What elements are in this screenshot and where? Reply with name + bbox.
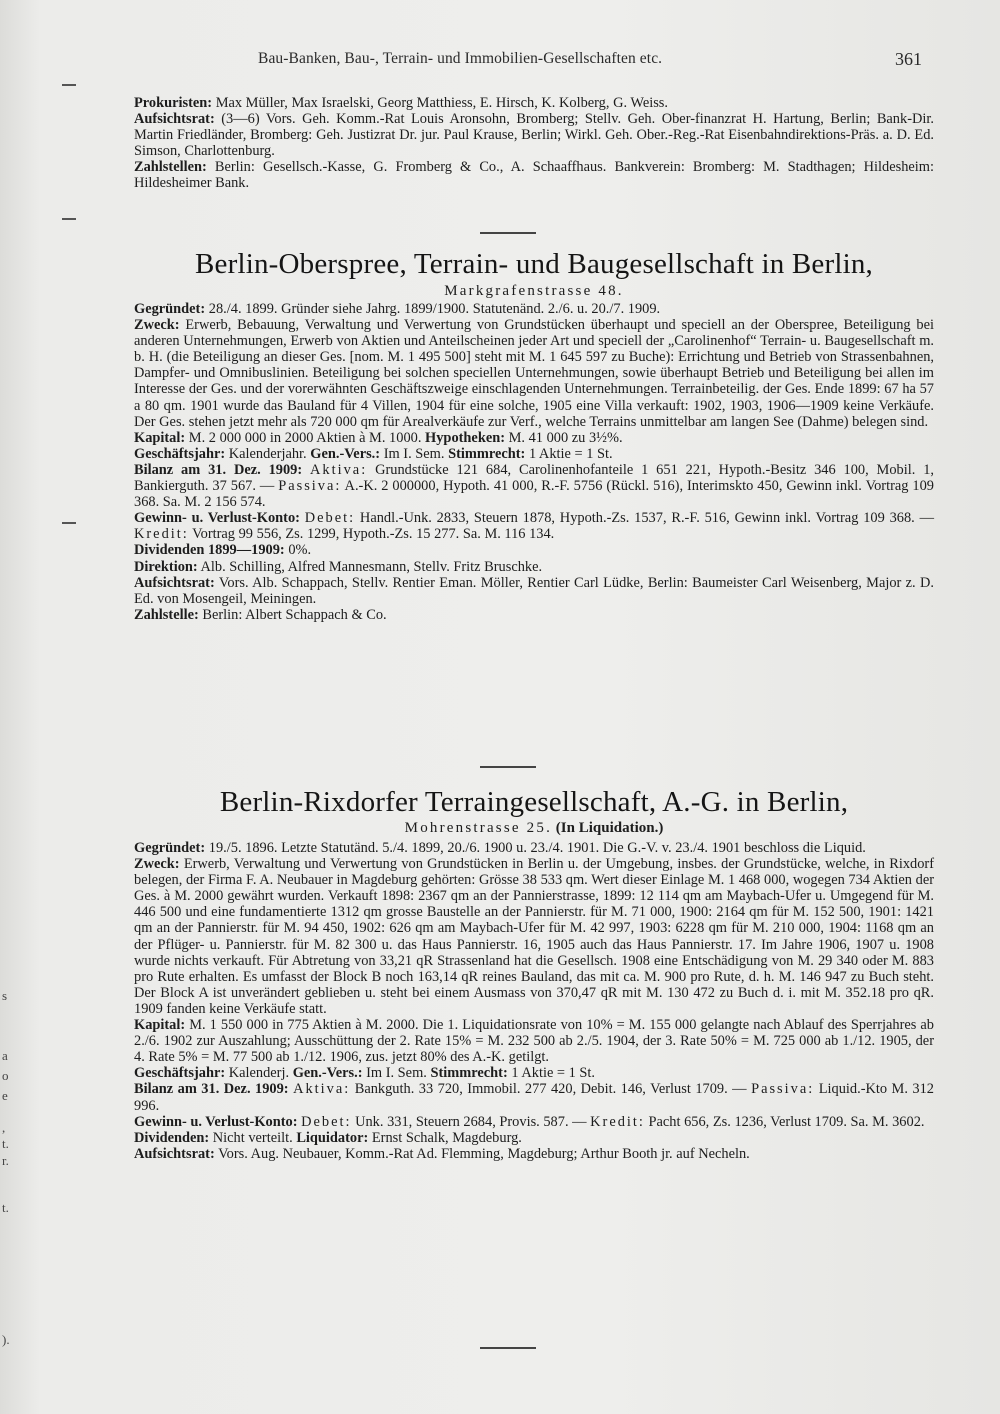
aufsichtsrat-label: Aufsichtsrat:: [134, 1145, 215, 1162]
genvers-label: Gen.-Vers.:: [292, 1065, 363, 1082]
liquidator-label: Liquidator:: [296, 1129, 369, 1146]
bilanz-entry: [134, 462, 934, 510]
zweck-entry: [134, 856, 934, 1017]
aufsichtsrat-label: Aufsichtsrat:: [134, 111, 215, 128]
hypotheken-value: M. 41 000 zu 3½%.: [508, 429, 623, 446]
gutter-glyph: s: [2, 988, 8, 1003]
gutter-glyph: ,: [2, 1120, 6, 1135]
kapital-label: Kapital:: [134, 429, 186, 446]
genvers-value: Im I. Sem.: [366, 1065, 427, 1082]
dividenden-label: Dividenden 1899—1909:: [134, 542, 285, 559]
genvers-value: Im I. Sem.: [383, 445, 445, 462]
aufsichtsrat-label: Aufsichtsrat:: [134, 574, 215, 591]
kapital-value: M. 1 550 000 in 775 Aktien à M. 2000. Die 1. Liquidationsrate von 10% = M. 155 000 gelangte nach Ablauf des Sperrjahres ab 2./6. 1902 zur Auszahlung; Ausschüttung der 2. Rate 15% = M. 232 500 ab 2./5. 1904, der 3. Rate 50% = M. 725 000 ab 1./12. 1905, der 4. Rate 5% = M. 77 500 ab 1./12. 1906, zus. jetzt 80% des A.-K. getilgt.: [134, 1017, 934, 1066]
aktiva-value: Grundstücke 121 684, Carolinenhofanteile 1 651 221, Hypoth.-Besitz 346 100, Mobil. 1, Bankierguth. 37 567. —: [134, 461, 934, 495]
aktiva-label: Aktiva:: [310, 461, 368, 478]
stimmrecht-value: 1 Aktie = 1 St.: [528, 445, 613, 462]
debet-value: Unk. 331, Steuern 2684, Provis. 587. —: [355, 1113, 587, 1130]
gutter-mark: [62, 218, 76, 220]
zahlstelle-label: Zahlstelle:: [134, 606, 199, 623]
zweck-entry: [134, 317, 934, 430]
dividenden-label: Dividenden:: [134, 1129, 210, 1146]
guv-label: Gewinn- u. Verlust-Konto:: [134, 510, 300, 527]
company2-body: [134, 840, 934, 1162]
gutter-mark: [62, 84, 76, 86]
bilanz-label: Bilanz am 31. Dez. 1909:: [134, 1081, 289, 1098]
company-address: [134, 283, 934, 300]
kredit-value: Vortrag 99 556, Zs. 1299, Hypoth.-Zs. 15 277. Sa. M. 116 134.: [192, 526, 555, 543]
geschaeftsjahr-label: Geschäftsjahr:: [134, 1065, 226, 1082]
zweck-value: Erwerb, Bebauung, Verwaltung und Verwertung von Grundstücken überhaupt und speciell an der Oberspree, Beteiligung bei anderen Unternehmungen, Erwerb von Aktien und Anteilscheinen jeder Art und speciell der „Carolinenhof“ Terrain- u. Baugesellschaft m. b. H. (die Beteiligung an dieser Ges. [nom. M. 1 495 500] steht mit M. 1 645 597 zu Buche): Errichtung und Betrieb von Strassenbahnen, Dampfer- und Omnibuslinien. Beteiligung bei solchen speciellen Unternehmungen, sowie überhaupt Betrieb und Beteiligung bei allen im Interesse der Ges. und der vorerwähnten Geschäftszweige einschlagenden Unternehmungen. Terrainbeteilig. der Ges. Ende 1899: 67 ha 57 a 80 qm. 1901 wurde das Bauland für 4 Villen, 1904 für eine solche, 1905 eine Villa verkauft: 1902, 1903, 1906—1909 keine Verkäufe. Der Ges. stehen jetzt mehr als 720 000 qm für Arealverkäufe zur Verf., welche Terrains unmittelbar am langen See (Dahme) belegen sind.: [134, 317, 934, 430]
direktion-value: Alb. Schilling, Alfred Mannesmann, Stellv. Fritz Bruschke.: [200, 558, 543, 575]
geschaeftsjahr-entry: [134, 446, 934, 462]
zahlstellen-entry: [134, 159, 934, 191]
aufsichtsrat-entry: [134, 111, 934, 159]
company-title: Berlin-Rixdorfer Terraingesellschaft, A.-G. in Berlin,: [219, 786, 849, 818]
zahlstellen-label: Zahlstellen:: [134, 159, 207, 176]
geschaeftsjahr-value: Kalenderj.: [228, 1065, 290, 1082]
prokuristen-entry: [134, 95, 934, 111]
guv-entry: [134, 1114, 934, 1130]
liquidator-value: Ernst Schalk, Magdeburg.: [371, 1129, 522, 1146]
passiva-value: A.-K. 2 000000, Hypoth. 41 000, R.-F. 5756 (Rückl. 516), Interimskto 450, Gewinn inkl. Vortrag 109 368. Sa. M. 2 156 574.: [134, 478, 934, 511]
company-title: Berlin-Oberspree, Terrain- und Baugesellschaft in Berlin,: [194, 248, 874, 280]
aufsichtsrat-value: Vors. Alb. Schappach, Stellv. Rentier Eman. Möller, Rentier Carl Lüdke, Berlin: Baumeister Carl Weisenberg, Major z. D. Ed. von Mosengeil, Meiningen.: [134, 574, 934, 607]
hypotheken-label: Hypotheken:: [425, 429, 506, 446]
debet-label: Debet:: [304, 510, 356, 527]
kapital-entry: [134, 430, 934, 446]
gegruendet-entry: [134, 840, 934, 856]
gutter-glyph: t.: [2, 1136, 9, 1151]
zweck-label: Zweck:: [134, 317, 180, 334]
kapital-entry: [134, 1017, 934, 1065]
direktion-entry: [134, 559, 934, 575]
zahlstelle-value: Berlin: Albert Schappach & Co.: [202, 606, 387, 623]
gegruendet-label: Gegründet:: [134, 301, 206, 317]
kapital-value: M. 2 000 000 in 2000 Aktien à M. 1000.: [188, 429, 422, 446]
bilanz-entry: [134, 1081, 934, 1113]
passiva-label: Passiva:: [751, 1081, 815, 1098]
passiva-value: Liquid.-Kto M. 312 996.: [134, 1081, 934, 1114]
address-text: Markgrafenstrasse 48.: [444, 283, 624, 299]
zweck-value: Erwerb, Verwaltung und Verwertung von Grundstücken in Berlin u. der Umgebung, insbes. der Grundstücke, welche, in Rixdorf belegen, der Firma F. A. Neubauer in Magdeburg gehörten: Grösse 38 533 qm. Wert dieser Einlage M. 1 468 000, wogegen 734 Aktien der Ges. à M. 2000 gewährt wurden. Verkauft 1898: 2367 qm an der Pannierstrasse, 1899: 12 114 qm am Maybach-Ufer u. Umgegend für M. 446 500 und eine fundamentierte 1312 qm grosse Baustelle an der Pannierstr. für M. 71 000, 1900: 2164 qm für M. 152 500, 1901: 1421 qm an der Pannierstr. für M. 94 450, 1902: 626 qm am Maybach-Ufer für M. 42 997, 1903: 6228 qm für M. 210 000, 1904: 1168 qm an der Pflüger- u. Pannierstr. für M. 82 300 u. das Haus Pannierstr. 16, 1905 auch das Haus Pannierstr. 17. Im Jahre 1906, 1907 u. 1908 wurde nichts verkauft. Für Abtretung von 33,21 qR Strassenland hat die Gesellsch. 1908 eine Entschädigung von M. 29 340 oder M. 883 pro Rute erhalten. Es umfasst der Block B noch 163,14 qR reines Bauland, das mit ca. M. 900 pro Rute, d. h. M. 146 947 zu Buch steht. Der Block A ist unverändert geblieben u. steht bei einem Ausmass von 370,47 qR mit M. 130 472 zu Buch d. i. mit M. 352.18 pro qR. 1909 fanden keine Verkäufe statt.: [134, 856, 934, 1017]
gutter-glyph: ).: [2, 1332, 10, 1347]
prev-company-section: [134, 95, 934, 192]
gegruendet-value: 28./4. 1899. Gründer siehe Jahrg. 1899/1900. Statutenänd. 2./6. u. 20./7. 1909.: [208, 301, 661, 317]
stimmrecht-value: 1 Aktie = 1 St.: [511, 1065, 596, 1082]
geschaeftsjahr-label: Geschäftsjahr:: [134, 445, 226, 462]
gutter-glyph: o: [2, 1068, 9, 1083]
company1-body: [134, 301, 934, 623]
aufsichtsrat-entry: [134, 1146, 934, 1162]
gegruendet-entry: [134, 301, 934, 317]
gutter-glyph: a: [2, 1048, 8, 1063]
guv-entry: [134, 510, 934, 542]
dividenden-value: 0%.: [288, 542, 312, 559]
dividenden-value: Nicht verteilt.: [212, 1129, 293, 1146]
passiva-label: Passiva:: [278, 478, 342, 495]
prokuristen-label: Prokuristen:: [134, 95, 213, 111]
aufsichtsrat-value: (3—6) Vors. Geh. Komm.-Rat Louis Aronsohn, Bromberg; Stellv. Geh. Ober-finanzrat H. Hartung, Berlin; Bank-Dir. Martin Friedländer, Bromberg: Geh. Justizrat Dr. jur. Paul Krause, Berlin; Wirkl. Geh. Ober.-Reg.-Rat Eisenbahndirektions-Präs. a. D. Ed. Simson, Charlottenburg.: [134, 111, 934, 160]
kapital-label: Kapital:: [134, 1017, 186, 1034]
gutter-mark: [62, 522, 76, 524]
aufsichtsrat-entry: [134, 575, 934, 607]
zahlstelle-entry: [134, 607, 934, 623]
geschaeftsjahr-entry: [134, 1065, 934, 1081]
geschaeftsjahr-value: Kalenderjahr.: [228, 445, 307, 462]
genvers-label: Gen.-Vers.:: [310, 445, 381, 462]
gegruendet-value: 19./5. 1896. Letzte Statutänd. 5./4. 1899, 20./6. 1900 u. 23./4. 1901. Die G.-V. v. 23./4. 1901 beschloss die Liquid.: [208, 840, 866, 856]
debet-label: Debet:: [301, 1113, 352, 1130]
dividenden-entry: [134, 1130, 934, 1146]
prokuristen-value: Max Müller, Max Israelski, Georg Matthiess, E. Hirsch, K. Kolberg, G. Weiss.: [215, 95, 669, 111]
page-number: 361: [895, 49, 922, 69]
gutter-glyph: r.: [2, 1153, 9, 1168]
zweck-label: Zweck:: [134, 856, 180, 873]
liquidation-status: (In Liquidation.): [555, 820, 664, 836]
kredit-value: Pacht 656, Zs. 1236, Verlust 1709. Sa. M. 3602.: [648, 1113, 925, 1130]
company-address: [134, 820, 934, 837]
direktion-label: Direktion:: [134, 558, 198, 575]
dividenden-entry: [134, 542, 934, 558]
debet-value: Handl.-Unk. 2833, Steuern 1878, Hypoth.-Zs. 1537, R.-F. 516, Gewinn inkl. Vortrag 109 368. —: [359, 510, 934, 527]
guv-label: Gewinn- u. Verlust-Konto:: [134, 1113, 298, 1130]
kredit-label: Kredit:: [590, 1113, 645, 1130]
stimmrecht-label: Stimmrecht:: [448, 445, 526, 462]
gutter-glyph: t.: [2, 1200, 9, 1215]
bilanz-label: Bilanz am 31. Dez. 1909:: [134, 461, 303, 478]
section-divider: [480, 766, 536, 768]
stimmrecht-label: Stimmrecht:: [430, 1065, 508, 1082]
section-divider: [480, 232, 536, 234]
section-divider: [480, 1347, 536, 1349]
address-text: Mohrenstrasse 25.: [404, 820, 553, 836]
kredit-label: Kredit:: [134, 526, 189, 543]
zahlstellen-value: Berlin: Gesellsch.-Kasse, G. Fromberg & Co., A. Schaaffhaus. Bankverein: Bromberg: M. Stadthagen; Hildesheim: Hildesheimer Bank.: [134, 159, 934, 192]
running-header: Bau-Banken, Bau-, Terrain- und Immobilien-Gesellschaften etc.: [258, 50, 663, 67]
aufsichtsrat-value: Vors. Aug. Neubauer, Komm.-Rat Ad. Flemming, Magdeburg; Arthur Booth jr. auf Necheln.: [218, 1145, 750, 1162]
gutter-glyph: e: [2, 1088, 8, 1103]
gegruendet-label: Gegründet:: [134, 840, 206, 856]
aktiva-label: Aktiva:: [293, 1081, 351, 1098]
aktiva-value: Bankguth. 33 720, Immobil. 277 420, Debit. 146, Verlust 1709. —: [354, 1081, 747, 1098]
